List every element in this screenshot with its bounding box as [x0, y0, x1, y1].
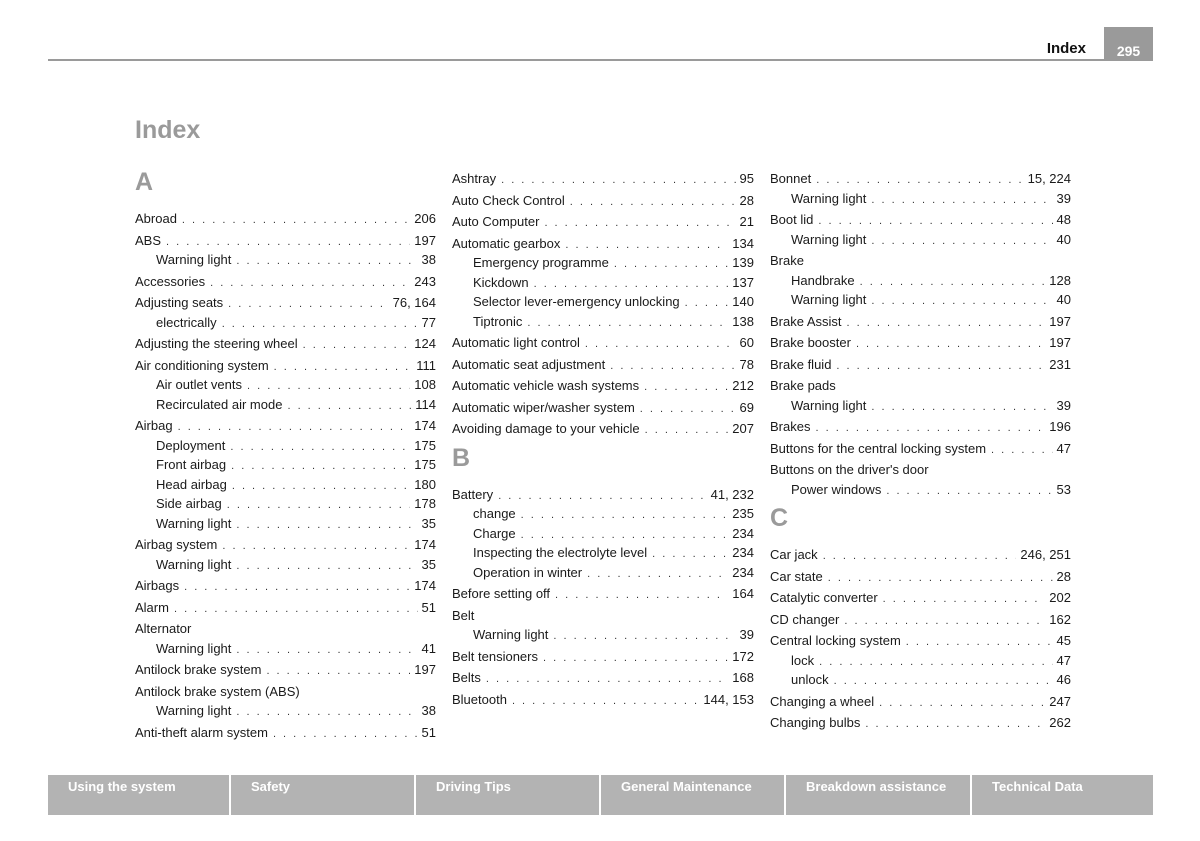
entry-term: Alternator	[135, 621, 192, 636]
entry-page-ref: 38	[421, 252, 436, 267]
index-subentry	[135, 514, 436, 534]
index-subentry	[452, 524, 754, 544]
entry-term: Warning light	[156, 556, 232, 572]
entry-term: Airbag system	[135, 537, 218, 552]
index-subentry	[135, 455, 436, 475]
entry-page-ref: 39	[1056, 190, 1071, 206]
dot-leader	[844, 612, 1045, 632]
entry-page-ref: 51	[421, 724, 436, 740]
index-entry	[452, 690, 754, 710]
footer-tab-general-maintenance[interactable]: General Maintenance	[601, 775, 786, 815]
entry-page-ref: 124	[414, 336, 436, 351]
entry-term: Adjusting the steering wheel	[135, 336, 298, 351]
entry-page-ref: 262	[1049, 715, 1071, 730]
index-subentry	[770, 670, 1071, 690]
entry-term: Recirculated air mode	[156, 396, 283, 412]
entry-page-ref: 77	[421, 314, 436, 330]
entry-term: Car state	[770, 568, 823, 584]
dot-leader	[227, 496, 411, 516]
index-entry	[135, 293, 436, 313]
index-entry	[770, 610, 1071, 630]
entry-term: Warning light	[791, 397, 867, 413]
entry-term: Car jack	[770, 547, 818, 562]
entry-page-ref: 41, 232	[710, 486, 754, 502]
entry-term: Antilock brake system (ABS)	[135, 683, 300, 699]
index-entry	[135, 660, 436, 680]
index-column-3	[770, 167, 1071, 733]
index-subentry	[135, 555, 436, 575]
index-entry	[135, 576, 436, 596]
index-entry	[770, 376, 1071, 396]
entry-term: Warning light	[791, 292, 867, 307]
entry-page-ref: 51	[421, 599, 436, 615]
entry-page-ref: 234	[732, 545, 754, 560]
dot-leader	[231, 457, 410, 477]
dot-leader	[512, 692, 699, 712]
dot-leader	[856, 335, 1045, 355]
entry-page-ref: 168	[732, 670, 754, 685]
index-entry	[770, 333, 1071, 353]
entry-page-ref: 128	[1049, 272, 1071, 288]
index-subentry	[135, 250, 436, 270]
index-subentry	[770, 189, 1071, 209]
entry-page-ref: 111	[416, 357, 436, 373]
entry-term: Battery	[452, 486, 494, 502]
entry-page-ref: 28	[1056, 568, 1071, 584]
entry-term: Catalytic converter	[770, 590, 878, 605]
entry-page-ref: 48	[1056, 212, 1071, 227]
entry-term: Anti-theft alarm system	[135, 724, 268, 740]
footer-tab-breakdown-assistance[interactable]: Breakdown assistance	[786, 775, 972, 815]
entry-term: Brake pads	[770, 378, 836, 393]
entry-term: electrically	[156, 314, 217, 330]
dot-leader	[555, 586, 728, 606]
entry-page-ref: 138	[732, 313, 754, 329]
entry-term: Warning light	[473, 627, 549, 642]
entry-page-ref: 162	[1049, 611, 1071, 627]
dot-leader	[685, 294, 729, 314]
dot-leader	[184, 578, 410, 598]
footer-tab-safety[interactable]: Safety	[231, 775, 416, 815]
entry-term: Warning light	[791, 190, 867, 206]
index-entry	[770, 588, 1071, 608]
footer-tab-technical-data[interactable]: Technical Data	[972, 775, 1153, 815]
entry-term: Warning light	[156, 640, 232, 656]
entry-term: Antilock brake system	[135, 662, 262, 677]
index-subentry	[135, 436, 436, 456]
entry-term: Operation in winter	[473, 564, 583, 580]
index-entry	[770, 460, 1071, 480]
dot-leader	[303, 336, 411, 356]
dot-leader	[906, 633, 1053, 653]
entry-page-ref: 180	[414, 476, 436, 492]
index-column-1	[135, 167, 436, 742]
entry-page-ref: 47	[1056, 440, 1071, 456]
entry-term: Side airbag	[156, 496, 222, 511]
entry-term: Accessories	[135, 273, 206, 289]
entry-term: change	[473, 506, 516, 521]
dot-leader	[886, 482, 1052, 502]
index-subentry	[135, 375, 436, 395]
entry-term: Brake fluid	[770, 356, 832, 372]
index-entry	[770, 169, 1071, 189]
dot-leader	[222, 537, 410, 557]
entry-page-ref: 38	[421, 703, 436, 718]
entry-term: Air conditioning system	[135, 357, 269, 373]
entry-page-ref: 243	[414, 273, 436, 289]
entry-page-ref: 21	[739, 214, 754, 229]
entry-term: Before setting off	[452, 586, 551, 601]
index-entry	[452, 355, 754, 375]
dot-leader	[236, 641, 417, 661]
dot-leader	[871, 398, 1052, 418]
entry-page-ref: 40	[1056, 231, 1071, 247]
entry-term: Tiptronic	[473, 313, 523, 329]
entry-term: Kickdown	[473, 274, 529, 290]
index-subentry	[452, 625, 754, 645]
index-entry	[135, 231, 436, 251]
entry-page-ref: 39	[739, 627, 754, 642]
entry-term: Emergency programme	[473, 255, 609, 270]
index-subentry	[452, 312, 754, 332]
dot-leader	[222, 315, 418, 335]
dot-leader	[210, 274, 410, 294]
index-subentry	[770, 290, 1071, 310]
entry-page-ref: 197	[1049, 313, 1071, 329]
entry-page-ref: 174	[414, 537, 436, 552]
dot-leader	[498, 487, 706, 507]
entry-term: Changing a wheel	[770, 693, 875, 709]
index-entry	[452, 169, 754, 189]
index-entry	[770, 355, 1071, 375]
entry-term: Air outlet vents	[156, 377, 242, 392]
dot-leader	[273, 725, 418, 745]
index-subentry	[135, 313, 436, 333]
index-entry	[452, 234, 754, 254]
dot-leader	[652, 545, 728, 565]
dot-leader	[585, 335, 736, 355]
entry-term: Warning light	[791, 231, 867, 247]
entry-term: Boot lid	[770, 212, 814, 227]
index-entry	[452, 398, 754, 418]
entry-term: Front airbag	[156, 457, 227, 472]
index-entry	[135, 598, 436, 618]
dot-leader	[236, 516, 417, 536]
entry-term: Head airbag	[156, 476, 227, 492]
dot-leader	[543, 649, 728, 669]
dot-leader	[287, 397, 411, 417]
entry-page-ref: 114	[415, 396, 436, 412]
entry-page-ref: 47	[1056, 652, 1071, 668]
entry-term: Warning light	[156, 515, 232, 531]
entry-page-ref: 76, 164	[392, 295, 436, 310]
entry-term: Adjusting seats	[135, 295, 224, 310]
entry-page-ref: 164	[732, 586, 754, 601]
entry-term: ABS	[135, 232, 162, 248]
entry-page-ref: 95	[739, 171, 754, 186]
index-entry	[770, 439, 1071, 459]
index-entry	[770, 713, 1071, 733]
entry-term: Charge	[473, 525, 516, 541]
entry-page-ref: 69	[739, 399, 754, 415]
entry-term: lock	[791, 652, 815, 668]
entry-page-ref: 35	[421, 515, 436, 531]
entry-term: Alarm	[135, 599, 169, 615]
entry-term: Changing bulbs	[770, 715, 861, 730]
index-entry	[135, 416, 436, 436]
dot-leader	[544, 214, 735, 234]
index-subentry	[452, 292, 754, 312]
entry-term: Deployment	[156, 437, 226, 453]
dot-leader	[865, 715, 1045, 735]
entry-page-ref: 197	[414, 232, 436, 248]
entry-page-ref: 137	[732, 274, 754, 290]
entry-term: Avoiding damage to your vehicle	[452, 421, 640, 436]
index-subentry	[452, 273, 754, 293]
entry-page-ref: 234	[732, 525, 754, 541]
dot-leader	[834, 672, 1053, 692]
entry-term: Warning light	[156, 252, 232, 267]
index-subentry	[135, 494, 436, 514]
entry-term: Automatic vehicle wash systems	[452, 378, 640, 393]
entry-page-ref: 15, 224	[1027, 171, 1071, 186]
entry-page-ref: 196	[1049, 419, 1071, 434]
section-letter: A	[135, 168, 154, 196]
dot-leader	[501, 171, 735, 191]
entry-page-ref: 41	[421, 640, 436, 656]
entry-page-ref: 197	[414, 662, 436, 677]
dot-leader	[847, 314, 1046, 334]
footer-navigation	[48, 775, 1153, 815]
index-entry	[452, 333, 754, 353]
entry-page-ref: 234	[732, 564, 754, 580]
page-number-box	[1104, 27, 1153, 61]
dot-leader	[828, 569, 1053, 589]
dot-leader	[182, 211, 410, 231]
entry-term: unlock	[791, 672, 829, 687]
entry-page-ref: 35	[421, 556, 436, 572]
entry-page-ref: 28	[739, 192, 754, 208]
entry-term: Buttons on the driver's door	[770, 462, 929, 477]
dot-leader	[274, 358, 413, 378]
dot-leader	[879, 694, 1045, 714]
dot-leader	[815, 419, 1045, 439]
section-letter: B	[452, 443, 471, 472]
index-entry	[452, 647, 754, 667]
index-entry	[135, 535, 436, 555]
entry-page-ref: 178	[414, 496, 436, 511]
index-entry	[452, 212, 754, 232]
entry-page-ref: 206	[414, 211, 436, 226]
index-subentry	[770, 480, 1071, 500]
page-title: Index	[135, 116, 201, 144]
index-entry	[770, 692, 1071, 712]
dot-leader	[228, 295, 388, 315]
header-rule	[48, 59, 1104, 61]
entry-term: Auto Computer	[452, 214, 540, 229]
entry-term: Automatic gearbox	[452, 235, 561, 251]
entry-page-ref: 197	[1049, 335, 1071, 350]
entry-term: Buttons for the central locking system	[770, 440, 987, 456]
entry-page-ref: 246, 251	[1020, 547, 1071, 562]
index-entry	[770, 567, 1071, 587]
index-entry	[135, 723, 436, 743]
index-entry	[135, 356, 436, 376]
entry-term: Inspecting the electrolyte level	[473, 545, 648, 560]
index-entry	[135, 334, 436, 354]
dot-leader	[871, 292, 1052, 312]
entry-page-ref: 139	[732, 255, 754, 270]
index-subentry	[452, 563, 754, 583]
entry-term: Ashtray	[452, 171, 497, 186]
entry-page-ref: 144, 153	[703, 691, 754, 707]
entry-page-ref: 134	[732, 235, 754, 251]
entry-term: Automatic light control	[452, 335, 580, 350]
entry-term: Handbrake	[791, 272, 855, 288]
index-entry	[135, 209, 436, 229]
entry-term: Automatic seat adjustment	[452, 356, 606, 372]
dot-leader	[553, 627, 735, 647]
dot-leader	[521, 506, 729, 526]
index-subentry	[452, 504, 754, 524]
section-letter: C	[770, 504, 789, 532]
index-entry	[452, 584, 754, 604]
running-header-title: Index	[1046, 40, 1086, 57]
dot-leader	[823, 547, 1017, 567]
entry-page-ref: 207	[732, 421, 754, 436]
footer-tab-driving-tips[interactable]: Driving Tips	[416, 775, 601, 815]
entry-page-ref: 247	[1049, 693, 1071, 709]
index-entry	[452, 606, 754, 626]
dot-leader	[236, 703, 417, 723]
entry-term: Belts	[452, 670, 481, 685]
entry-term: Brake	[770, 253, 804, 268]
entry-page-ref: 174	[414, 418, 436, 433]
dot-leader	[819, 653, 1052, 673]
index-subentry	[135, 639, 436, 659]
dot-leader	[644, 378, 728, 398]
index-subentry	[135, 475, 436, 495]
entry-term: Automatic wiper/washer system	[452, 399, 635, 415]
index-entry	[770, 631, 1071, 651]
index-subentry	[135, 701, 436, 721]
entry-term: CD changer	[770, 611, 840, 627]
entry-page-ref: 78	[739, 356, 754, 372]
index-entry	[135, 619, 436, 639]
index-entry	[770, 251, 1071, 271]
entry-page-ref: 53	[1056, 481, 1071, 497]
entry-page-ref: 174	[414, 578, 436, 593]
entry-term: Belt	[452, 607, 475, 623]
entry-page-ref: 140	[732, 294, 754, 309]
entry-page-ref: 202	[1049, 590, 1071, 605]
page-number: 295	[1116, 43, 1141, 59]
entry-page-ref: 46	[1056, 672, 1071, 687]
entry-page-ref: 231	[1049, 356, 1071, 372]
entry-term: Brake Assist	[770, 313, 842, 329]
index-subentry	[770, 230, 1071, 250]
entry-page-ref: 175	[414, 437, 436, 453]
dot-leader	[883, 590, 1046, 610]
entry-page-ref: 235	[732, 506, 754, 521]
index-entry	[452, 419, 754, 439]
dot-leader	[836, 357, 1045, 377]
dot-leader	[610, 357, 735, 377]
dot-leader	[486, 670, 728, 690]
entry-term: Power windows	[791, 481, 882, 497]
entry-term: Selector lever-emergency unlocking	[473, 294, 680, 309]
entry-page-ref: 39	[1056, 397, 1071, 413]
entry-term: Airbag	[135, 418, 173, 433]
entry-term: Brakes	[770, 419, 811, 434]
index-entry	[135, 272, 436, 292]
index-subentry	[135, 395, 436, 415]
index-entry	[770, 417, 1071, 437]
index-entry	[452, 485, 754, 505]
dot-leader	[570, 193, 736, 213]
entry-page-ref: 175	[414, 457, 436, 472]
entry-term: Bluetooth	[452, 691, 507, 707]
dot-leader	[236, 557, 417, 577]
dot-leader	[174, 600, 418, 620]
entry-page-ref: 40	[1056, 292, 1071, 307]
dot-leader	[640, 400, 736, 420]
entry-page-ref: 45	[1056, 633, 1071, 648]
dot-leader	[587, 565, 728, 585]
dot-leader	[991, 441, 1052, 461]
entry-term: Central locking system	[770, 633, 901, 648]
index-subentry	[770, 651, 1071, 671]
entry-term: Warning light	[156, 703, 232, 718]
dot-leader	[230, 438, 410, 458]
entry-term: Bonnet	[770, 171, 812, 186]
dot-leader	[871, 232, 1052, 252]
entry-page-ref: 60	[739, 335, 754, 350]
index-entry	[452, 191, 754, 211]
index-entry	[770, 312, 1071, 332]
index-subentry	[452, 543, 754, 563]
index-entry	[452, 668, 754, 688]
index-entry	[135, 682, 436, 702]
dot-leader	[871, 191, 1052, 211]
index-column-2	[452, 167, 754, 709]
dot-leader	[236, 252, 417, 272]
dot-leader	[266, 662, 410, 682]
entry-term: Abroad	[135, 211, 177, 226]
entry-page-ref: 212	[732, 378, 754, 393]
dot-leader	[527, 314, 728, 334]
dot-leader	[860, 273, 1046, 293]
dot-leader	[614, 255, 728, 275]
index-subentry	[770, 271, 1071, 291]
footer-tab-using-the-system[interactable]: Using the system	[48, 775, 231, 815]
dot-leader	[232, 477, 410, 497]
entry-term: Airbags	[135, 578, 180, 593]
index-subentry	[452, 253, 754, 273]
entry-page-ref: 172	[732, 648, 754, 664]
index-entry	[452, 376, 754, 396]
index-subentry	[770, 396, 1071, 416]
entry-page-ref: 108	[414, 377, 436, 392]
entry-term: Auto Check Control	[452, 192, 565, 208]
dot-leader	[645, 421, 729, 441]
entry-term: Belt tensioners	[452, 648, 538, 664]
index-entry	[770, 210, 1071, 230]
index-entry	[770, 545, 1071, 565]
entry-term: Brake booster	[770, 335, 851, 350]
